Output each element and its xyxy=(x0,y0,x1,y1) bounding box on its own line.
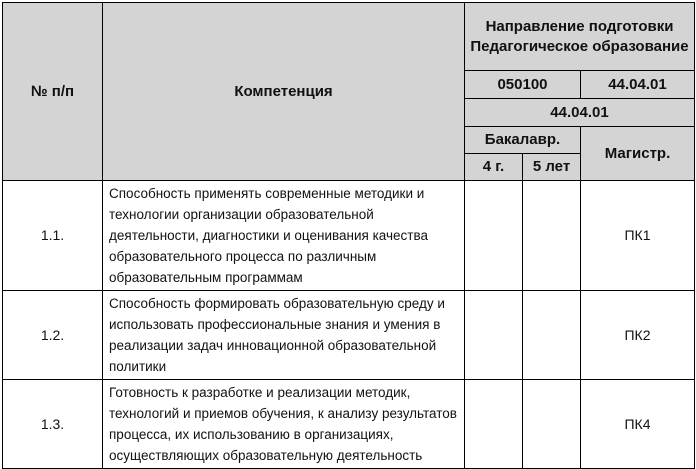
table-row xyxy=(3,380,695,469)
competency-table xyxy=(2,2,695,469)
header-num: № п/п xyxy=(3,3,103,181)
row-num: 1.3. xyxy=(3,380,103,469)
row-bachelor-5y xyxy=(523,291,581,380)
table-row xyxy=(3,181,695,291)
header-year-5: 5 лет xyxy=(523,154,581,181)
header-code-440401-mid: 44.04.01 xyxy=(465,99,695,127)
header-bachelor: Бакалавр. xyxy=(465,127,581,154)
row-bachelor-5y xyxy=(523,181,581,291)
row-master-code: ПК4 xyxy=(581,380,695,469)
header-code-050100: 050100 xyxy=(465,71,581,99)
row-num: 1.2. xyxy=(3,291,103,380)
header-master: Магистр. xyxy=(581,127,695,181)
header-code-440401-top: 44.04.01 xyxy=(581,71,695,99)
table-row xyxy=(3,291,695,380)
header-competency: Компетенция xyxy=(103,3,465,181)
row-competency-text: Способность формировать образовательную среду и использовать профессиональные знания и умения в реализации задач инновационной образовательной политики xyxy=(103,291,465,380)
row-num: 1.1. xyxy=(3,181,103,291)
row-bachelor-4y xyxy=(465,291,523,380)
row-bachelor-5y xyxy=(523,380,581,469)
row-competency-text: Способность применять современные методики и технологии организации образовательной деятельности, диагностики и оценивания качества образовательного процесса по различным образовательным программам xyxy=(103,181,465,291)
row-competency-text: Готовность к разработке и реализации методик, технологий и приемов обучения, к анализу результатов процесса, их использованию в организациях, осуществляющих образовательную деятельность xyxy=(103,380,465,469)
header-year-4: 4 г. xyxy=(465,154,523,181)
row-master-code: ПК1 xyxy=(581,181,695,291)
row-bachelor-4y xyxy=(465,181,523,291)
row-bachelor-4y xyxy=(465,380,523,469)
row-master-code: ПК2 xyxy=(581,291,695,380)
header-direction: Направление подготовки Педагогическое образование xyxy=(465,3,695,71)
